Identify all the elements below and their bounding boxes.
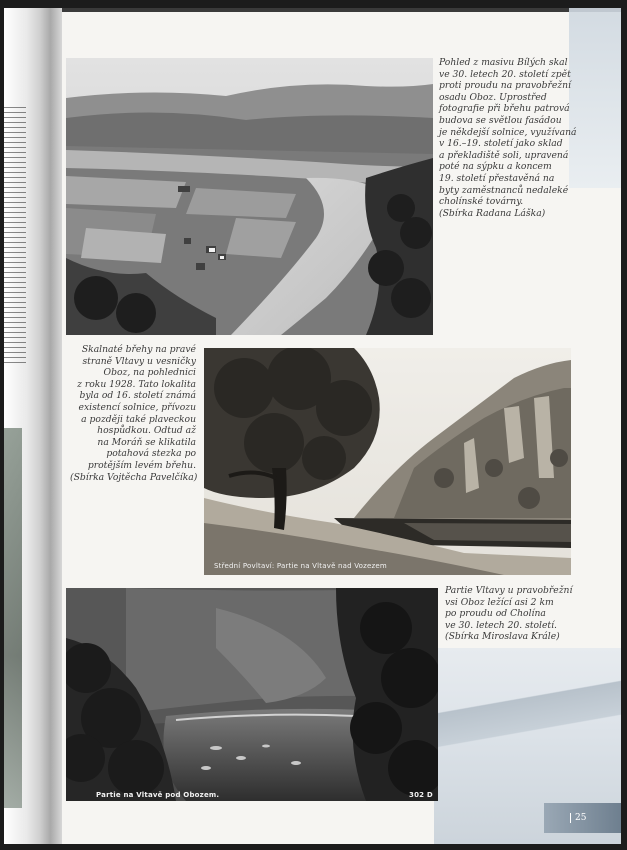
background-sky-decoration [569,8,621,188]
book-spine-shadow [4,8,62,844]
caption-line: byla od 16. století známá [79,390,196,402]
postcard-title: Partie na Vltavě pod Obozem. [96,791,220,799]
caption-line: na Moráň se klikatila [97,436,196,448]
caption-line: z roku 1928. Tato lokalita [77,378,196,390]
previous-page-edge [4,103,26,363]
caption-top [439,57,576,219]
previous-page-photo-edge [4,428,22,808]
caption-line: a později také plaveckou [81,413,196,425]
caption-line: Partie Vltavy u pravobřežní [445,585,573,596]
caption-middle [70,344,196,483]
postcard-rocky-banks-oboz [204,348,571,575]
caption-line: ve 30. letech 20. století zpět [439,68,571,80]
caption-line: poté na sýpku a koncem [439,161,552,173]
caption-line: fotografie při břehu patrová [439,103,570,115]
caption-line: potahová stezka po [106,448,196,460]
caption-line: a překladiště soli, upravená [439,149,569,161]
caption-line: po proudu od Cholína [445,608,546,620]
postcard-number: 302 D [409,791,433,799]
caption-line: ve 30. letech 20. století. [445,619,557,631]
caption-line: vsi Oboz ležící asi 2 km [445,596,554,608]
postcard-vltava-below-oboz [66,588,438,801]
caption-line: hospůdkou. Odtud až [97,425,196,437]
caption-credit: (Sbírka Radana Láška) [439,207,546,219]
caption-line: Pohled z masivu Bílých skal [439,57,568,68]
scan-top-edge [4,8,621,12]
caption-line: je někdejší solnice, využívaná [439,126,577,138]
caption-line: v 16.–19. století jako sklad [439,138,563,150]
caption-line: existencí solnice, přívozu [78,401,196,413]
caption-line: straně Vltavy u vesničky [82,355,196,367]
faded-hill-ridge [434,668,621,748]
caption-line: cholínské továrny. [439,196,524,208]
caption-line: protějším levém břehu. [87,459,196,471]
caption-line: Skalnaté břehy na pravé [81,344,196,355]
caption-line: byty zaměstnanců nedaleké [439,184,569,196]
caption-line: proti proudu na pravobřežní [439,80,571,92]
caption-line: 19. století přestavěná na [439,172,555,184]
caption-bottom [445,585,572,643]
book-page [4,8,621,844]
page-number: 25 [570,813,586,823]
postcard-title: Střední Povltaví: Partie na Vltavě nad Vozezem [214,562,387,570]
caption-credit: (Sbírka Vojtěcha Pavelčíka) [70,471,198,483]
caption-line: osadu Oboz. Uprostřed [439,91,547,103]
caption-line: budova se světlou fasádou [439,114,562,126]
caption-line: Oboz, na pohlednici [103,367,196,379]
caption-credit: (Sbírka Miroslava Krále) [445,631,560,643]
photo-oboz-from-bile-skaly [66,58,433,335]
